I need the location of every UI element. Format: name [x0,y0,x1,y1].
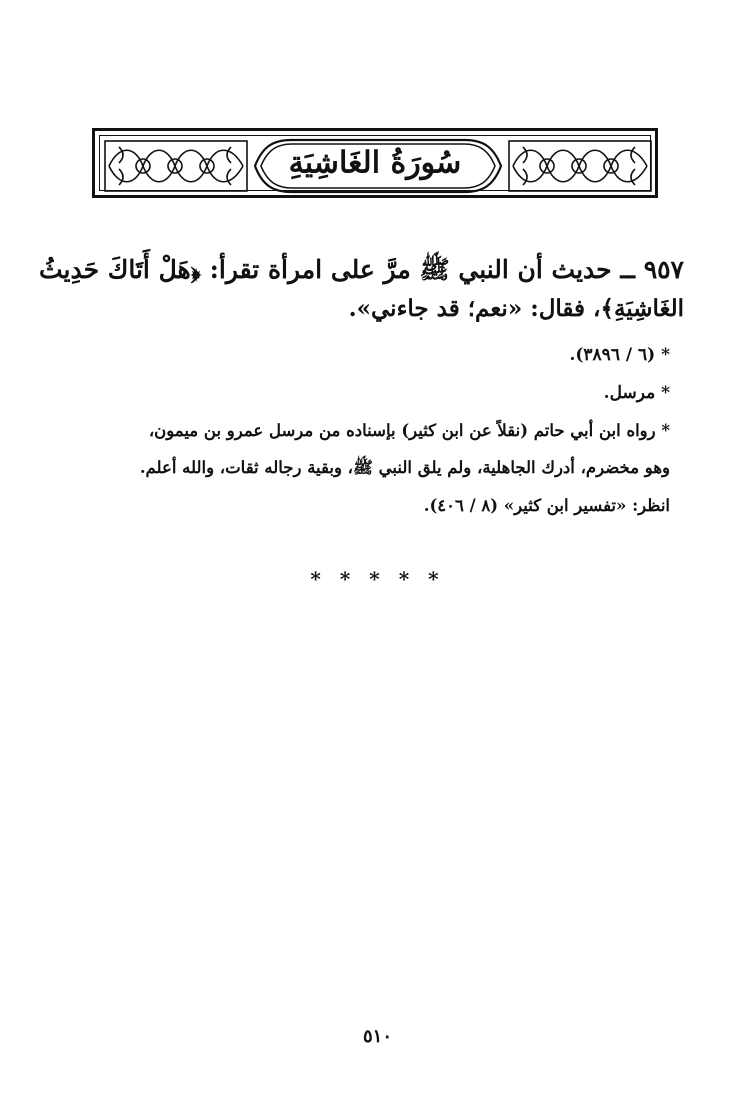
page-number: ٥١٠ [362,1026,392,1047]
hadith-note-line-1: * رواه ابن أبي حاتم (نقلاً عن ابن كثير) بإسناده من مرسل عمرو بن ميمون، [148,421,670,440]
hadith-grade: * مرسل. [603,383,670,403]
hadith-note-line-3: انظر: «تفسير ابن كثير» (٨ / ٤٠٦). [423,496,670,515]
surah-title-banner [92,128,658,198]
surah-title: سُورَةُ الغَاشِيَةِ [288,145,462,181]
hadith-text-line-2: الغَاشِيَةِ﴾، فقال: «نعم؛ قد جاءني». [348,295,684,322]
hadith-text-line-1: ٩٥٧ ــ حديث أن النبي ﷺ مرَّ على امرأة تقرأ: ﴿هَلْ أَتَاكَ حَدِيثُ [38,255,684,284]
hadith-note-line-2: وهو مخضرم، أدرك الجاهلية، ولم يلق النبي ﷺ، وبقية رجاله ثقات، والله أعلم. [139,458,670,477]
section-separator: * * * * * [310,567,445,591]
hadith-reference: * (٦ / ٣٨٩٦). [569,345,670,365]
